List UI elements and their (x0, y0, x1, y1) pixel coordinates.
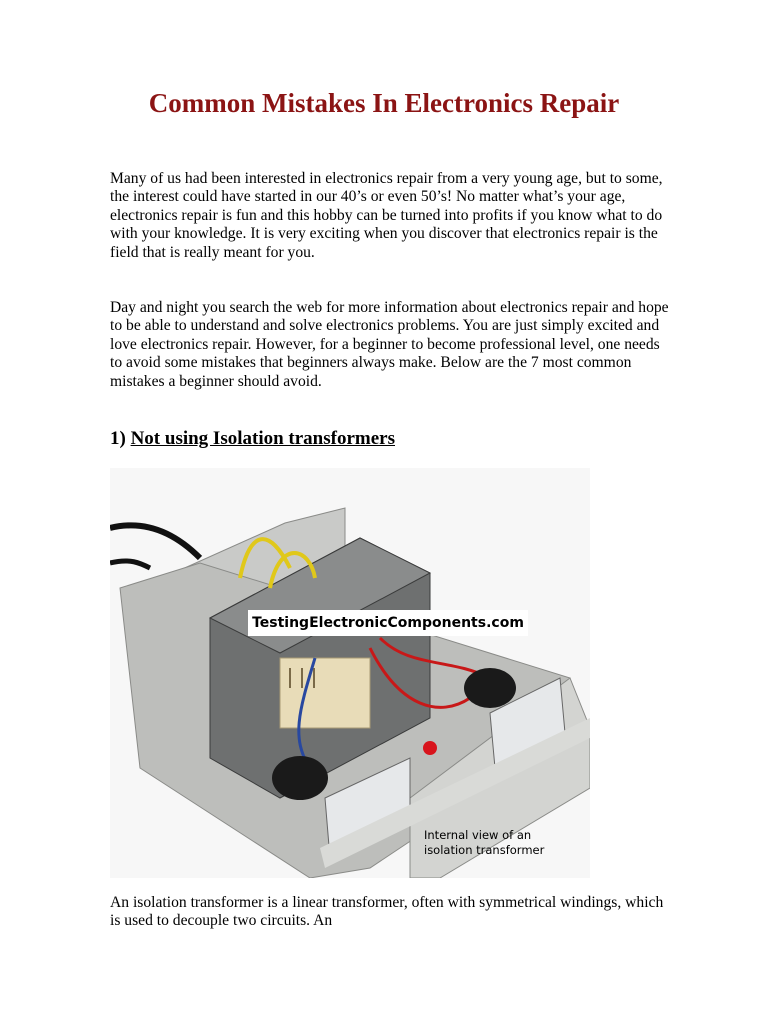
third-paragraph: An isolation transformer is a linear transformer, often with symmetrical windings, which is used to decouple two circuits. An (110, 894, 664, 930)
watermark-label: TestingElectronicComponents.com (248, 610, 528, 636)
page-title: Common Mistakes In Electronics Repair (148, 88, 620, 118)
section-heading (110, 428, 395, 450)
second-paragraph: Day and night you search the web for more information about electronics repair and hope to be able to understand and solve electronics problems. You are just simply excited and love electronics repair. However, for a beginner to become professional level, one needs to avoid some mistakes that beginners always make. Below are the 7 most common mistakes a beginner should avoid. (110, 299, 669, 390)
isolation-transformer-photo (110, 468, 590, 878)
photo-caption: Internal view of an isolation transformer (424, 828, 545, 857)
section-heading-text: Not using Isolation transformers (130, 428, 395, 449)
transformer-illustration (110, 468, 590, 878)
section-number: 1) (110, 428, 126, 449)
intro-paragraph: Many of us had been interested in electronics repair from a very young age, but to some, the interest could have started in our 40’s or even 50’s! No matter what’s your age, electronics repair is fun and this hobby can be turned into profits if you know what to do with your knowledge. It is very exciting when you discover that electronics repair is the field that is really meant for you. (110, 170, 663, 261)
